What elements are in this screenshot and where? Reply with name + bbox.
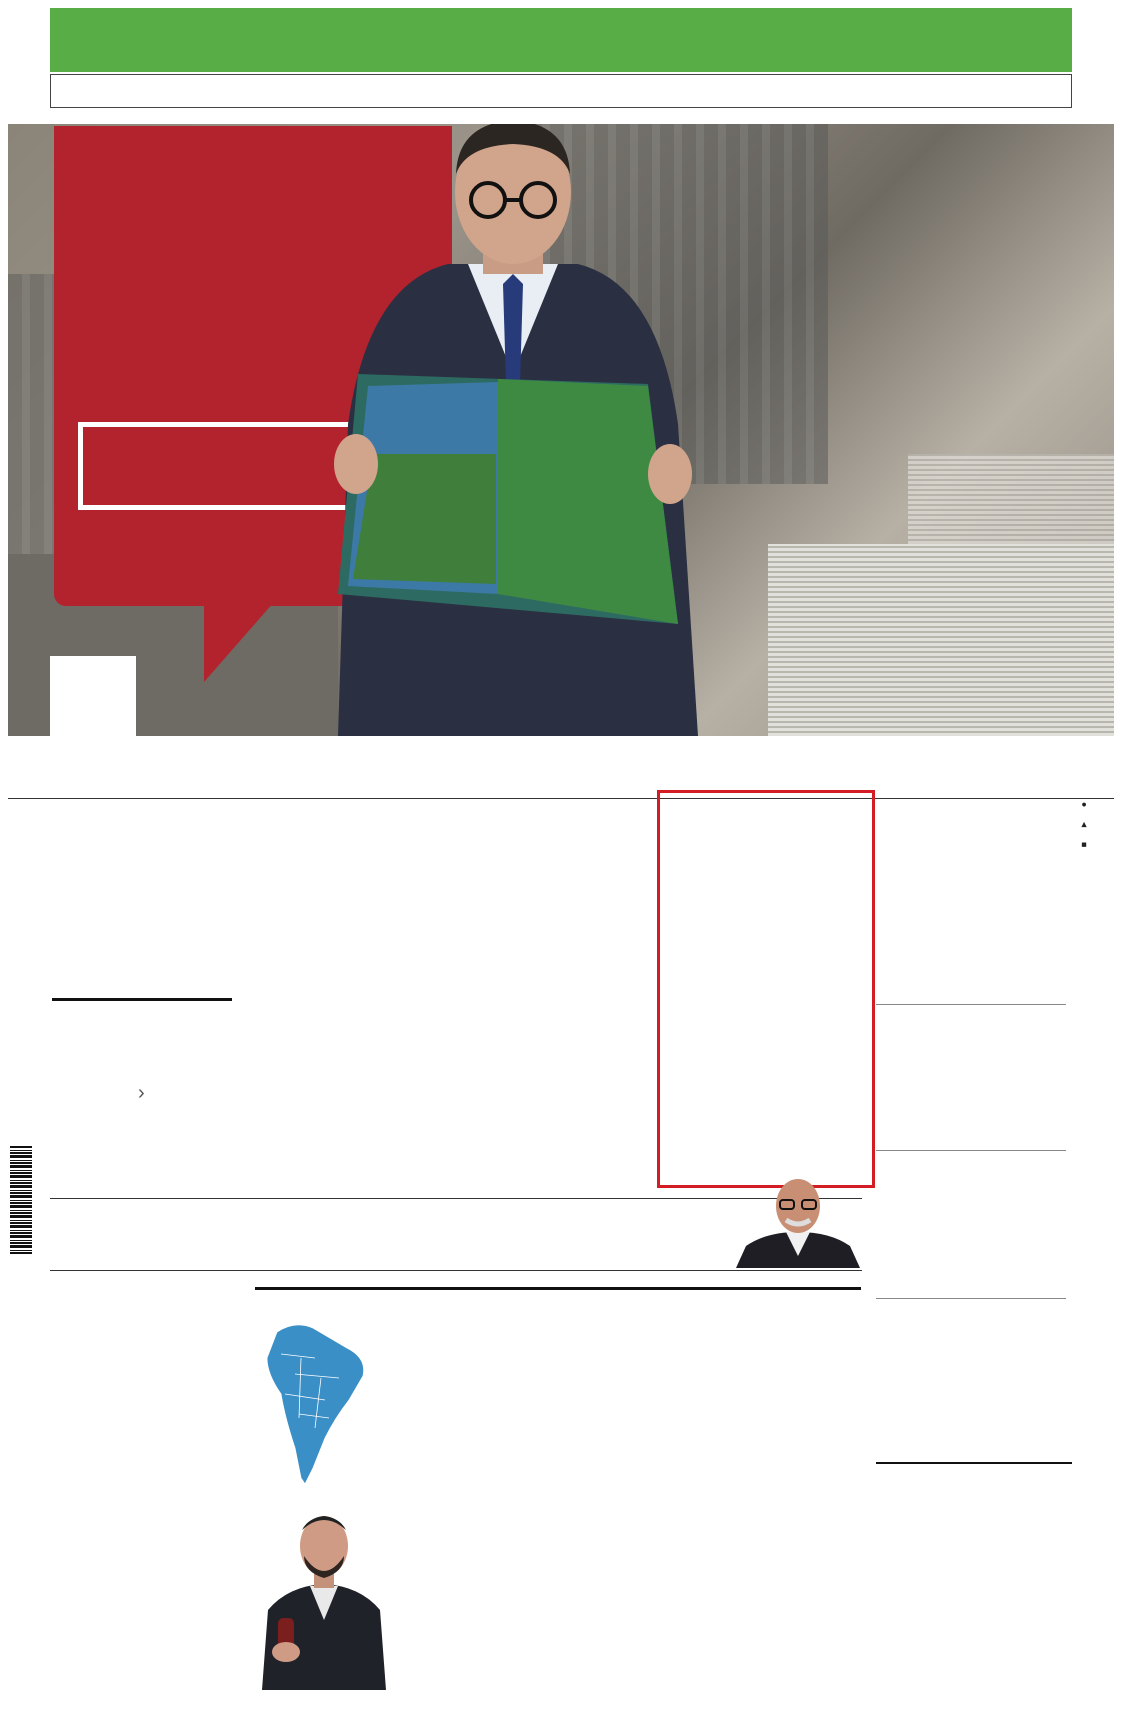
barcode xyxy=(10,1146,32,1254)
divider xyxy=(876,1298,1066,1299)
top-banner xyxy=(50,8,1072,72)
web-icon: ● xyxy=(1079,800,1089,810)
hitos-infographic xyxy=(52,998,232,1104)
henry-cardenas-photo xyxy=(736,1176,860,1268)
facebook-icon: ■ xyxy=(1079,840,1089,851)
divider xyxy=(50,1270,862,1271)
income-bar-chart xyxy=(380,1318,860,1488)
hero-cover xyxy=(8,124,1114,736)
divider xyxy=(876,1150,1066,1151)
divider xyxy=(876,1462,1072,1464)
minister-photo xyxy=(298,124,728,736)
highlight-box[interactable] xyxy=(657,790,875,1188)
social-strip xyxy=(1072,800,1096,1160)
chevron-right-icon: › xyxy=(138,1082,145,1104)
inversion-note xyxy=(52,1114,136,1129)
divider xyxy=(8,798,1114,799)
divider xyxy=(876,1004,1066,1005)
market-ticker xyxy=(50,74,1072,108)
hitos-title xyxy=(52,998,232,1005)
carlos-alzate-photo xyxy=(258,1500,390,1690)
twitter-icon: ▼ xyxy=(1079,820,1089,831)
south-america-map xyxy=(255,1318,375,1488)
qr-code-icon[interactable] xyxy=(50,656,136,736)
chart-rule xyxy=(255,1287,861,1290)
